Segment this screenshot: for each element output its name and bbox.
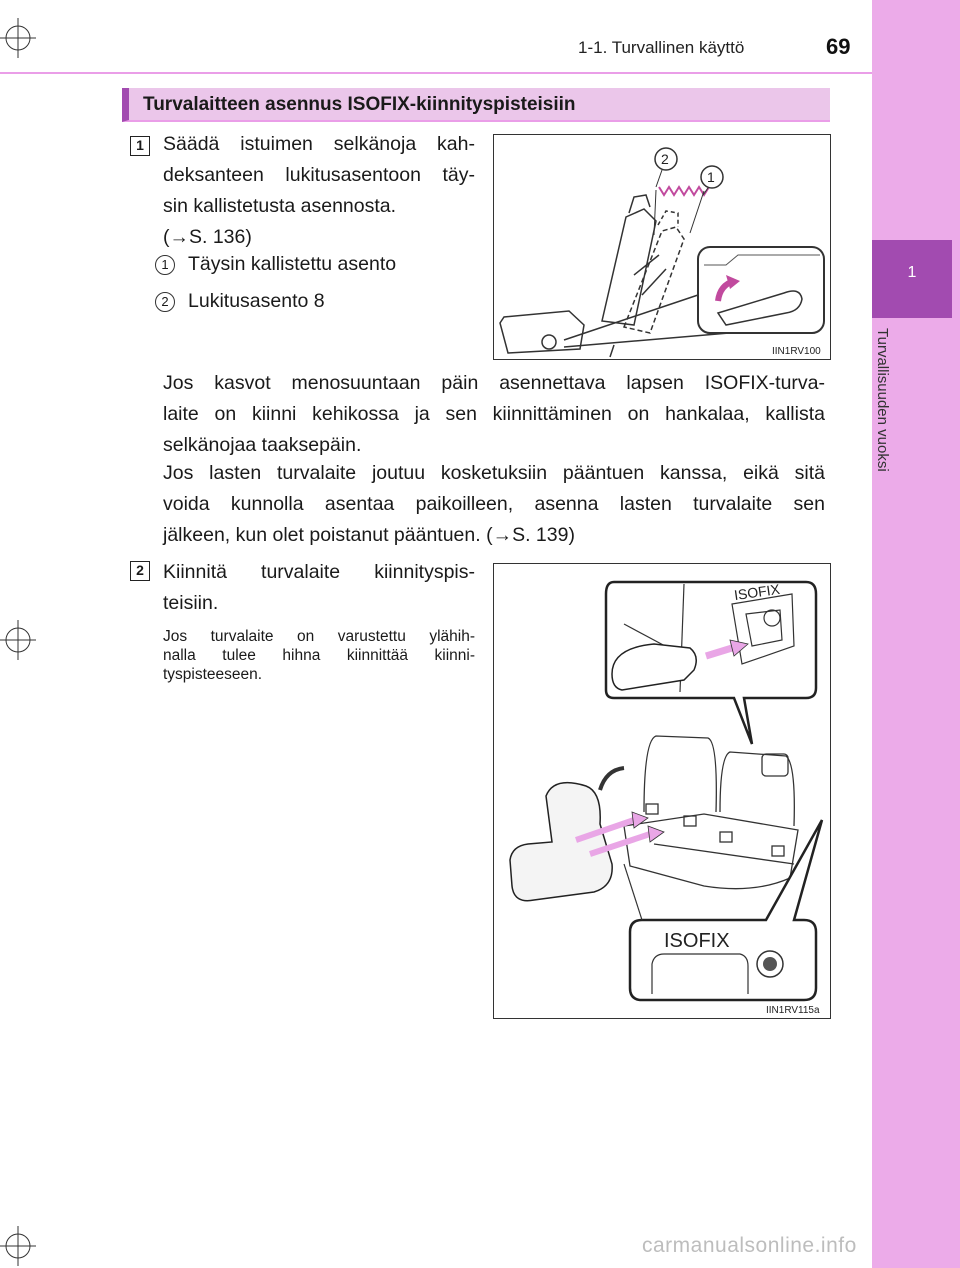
section-header: 1-1. Turvallinen käyttö (578, 38, 745, 57)
page-reference: (→S. 136) (163, 226, 252, 248)
registration-mark (0, 18, 36, 58)
chapter-title (874, 328, 900, 518)
callout-text: Täysin kallistettu asento (188, 253, 397, 275)
isofix-label-bottom: ISOFIX (664, 930, 730, 952)
callout-marker: 1 (155, 255, 175, 275)
watermark: carmanualsonline.info (642, 1234, 857, 1257)
step2-line: teisiin. (163, 592, 219, 614)
side-strip (872, 0, 960, 1268)
figure-marker: 1 (707, 169, 715, 185)
chapter-title-text: Turvallisuuden vuoksi (874, 328, 891, 472)
step1-line: deksanteen lukitusasentoon täy- (163, 164, 475, 186)
figure-marker: 2 (661, 151, 669, 167)
section-banner (122, 88, 830, 122)
registration-mark (0, 620, 36, 660)
step1-line: sin kallistetusta asennosta. (163, 195, 397, 217)
chapter-tab (872, 240, 952, 318)
note-line: Jos turvalaite on varustettu ylähih- (163, 628, 475, 645)
step1-line: Säädä istuimen selkänoja kah- (163, 133, 475, 155)
callout-text: Lukitusasento 8 (188, 290, 325, 312)
figure-seatback-recline (493, 134, 831, 360)
paragraph-line: laite on kiinni kehikossa ja sen kiinnittäminen on hankalaa, kallista (163, 403, 825, 425)
figure-code: IIN1RV115a (766, 1005, 820, 1016)
step2-line: Kiinnitä turvalaite kiinnityspis- (163, 561, 475, 583)
isofix-label-top: ISOFIX (733, 580, 781, 604)
note-line: tyspisteeseen. (163, 666, 263, 683)
paragraph-line: voida kunnolla asentaa paikoilleen, asenna lasten turvalaite sen (163, 493, 825, 515)
callout-marker: 2 (155, 292, 175, 312)
header-rule (0, 72, 872, 74)
step-number: 2 (130, 561, 150, 581)
step-number: 1 (130, 136, 150, 156)
figure-code: IIN1RV100 (772, 346, 821, 357)
seatback-illustration (494, 135, 831, 360)
isofix-illustration (494, 564, 831, 1019)
paragraph-line: selkänojaa taaksepäin. (163, 434, 362, 456)
figure-isofix-install (493, 563, 831, 1019)
paragraph-line: Jos lasten turvalaite joutuu kosketuksiin pääntuen kanssa, eikä sitä (163, 462, 825, 484)
note-line: nalla tulee hihna kiinnittää kiinni- (163, 647, 475, 664)
paragraph-line: jälkeen, kun olet poistanut pääntuen. (→S. 139) (163, 524, 575, 546)
page-number: 69 (826, 34, 851, 59)
section-banner-title: Turvalaitteen asennus ISOFIX-kiinnityspisteisiin (143, 94, 576, 115)
registration-mark (0, 1226, 36, 1266)
paragraph-line: Jos kasvot menosuuntaan päin asennettava lapsen ISOFIX-turva- (163, 372, 825, 394)
chapter-number: 1 (907, 264, 917, 281)
